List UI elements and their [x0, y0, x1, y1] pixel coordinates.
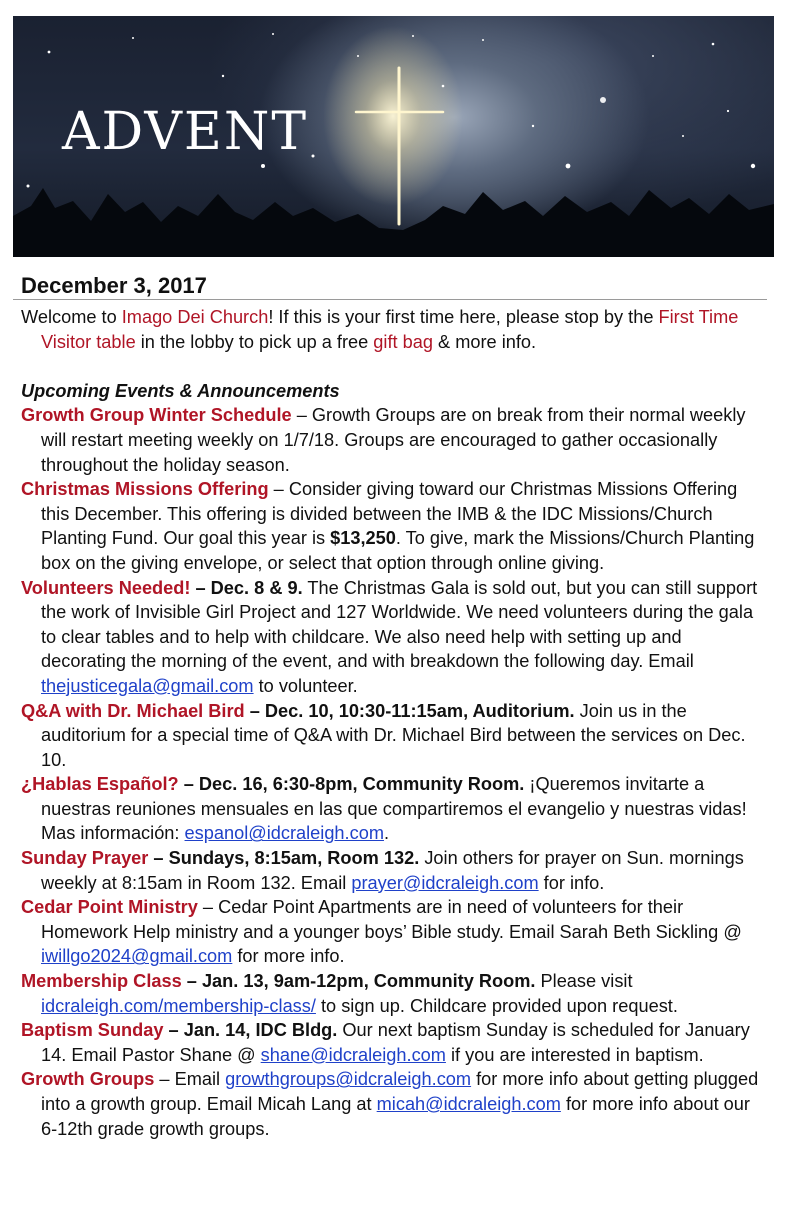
announcement-item: Volunteers Needed! – Dec. 8 & 9. The Christmas Gala is sold out, but you can still support the work of Invisible Girl Project and 127 Worldwide. We need volunteers during the gala to clear tables and to help with childcare. We also need help with setting up and decorating the morning of the event, and with breakdown the following day. Email thejusticegala@gmail.com to volunteer. [21, 577, 758, 696]
church-name: Imago Dei Church [121, 307, 269, 327]
announcement-details: – Dec. 10, 10:30-11:15am, Auditorium. [244, 700, 575, 721]
announcement-title: Growth Group Winter Schedule [21, 405, 292, 426]
announcement-details: – Dec. 8 & 9. [190, 577, 303, 598]
announcement-item: ¿Hablas Español? – Dec. 16, 6:30-8pm, Community Room. ¡Queremos invitarte a nuestras reuniones mensuales en las que compartiremos el evangelio y nuestras vidas! Mas información: espanol@idcraleigh.com. [21, 774, 747, 844]
announcement-title: Membership Class [21, 971, 182, 992]
announcement-details: – Jan. 14, IDC Bldg. [163, 1020, 338, 1041]
announcement-item: Growth Group Winter Schedule – Growth Groups are on break from their normal weekly will restart meeting weekly on 1/7/18. Groups are encouraged to gather occasionally throughout the holiday season. [21, 405, 746, 475]
announcement-title: Sunday Prayer [21, 848, 149, 869]
announcement-item: Growth Groups – Email growthgroups@idcraleigh.com for more info about getting plugged into a growth group. Email Micah Lang at micah@idcraleigh.com for more info about our 6-12th grade growth groups. [21, 1069, 759, 1139]
announcement-title: ¿Hablas Español? [21, 774, 179, 795]
announcement-details: – Dec. 16, 6:30-8pm, Community Room. [178, 774, 525, 795]
gift-bag: gift bag [373, 331, 433, 352]
announcement-item: Baptism Sunday – Jan. 14, IDC Bldg. Our next baptism Sunday is scheduled for January 14. Email Pastor Shane @ shane@idcraleigh.com if you are interested in baptism. [21, 1020, 750, 1065]
web-link[interactable]: idcraleigh.com/membership-class/ [41, 995, 316, 1016]
advent-banner [13, 16, 774, 257]
visitor-table: First Time Visitor table [41, 307, 739, 352]
email-link[interactable]: micah@idcraleigh.com [376, 1094, 561, 1114]
email-link[interactable]: espanol@idcraleigh.com [184, 823, 384, 844]
announcement-title: Cedar Point Ministry [21, 897, 198, 918]
email-link[interactable]: growthgroups@idcraleigh.com [225, 1069, 472, 1090]
offering-goal: $13,250 [330, 528, 396, 549]
announcement-item: Membership Class – Jan. 13, 9am-12pm, Community Room. Please visit idcraleigh.com/membership-class/ to sign up. Childcare provided upon request. [21, 971, 678, 1016]
section-title: Upcoming Events & Announcements [21, 380, 340, 401]
announcement-title: Baptism Sunday [21, 1020, 164, 1041]
bulletin-date: December 3, 2017 [21, 273, 207, 298]
announcement-title: Volunteers Needed! [21, 577, 191, 598]
email-link[interactable]: iwillgo2024@gmail.com [41, 946, 233, 967]
announcement-item: Sunday Prayer – Sundays, 8:15am, Room 132. Join others for prayer on Sun. mornings weekly at 8:15am in Room 132. Email prayer@idcraleigh.com for info. [21, 848, 744, 893]
announcement-item: Q&A with Dr. Michael Bird – Dec. 10, 10:30-11:15am, Auditorium. Join us in the auditorium for a special time of Q&A with Dr. Michael Bird between the services on Dec. 10. [21, 700, 746, 770]
announcement-details: – Jan. 13, 9am-12pm, Community Room. [181, 971, 536, 992]
announcement-item: Christmas Missions Offering – Consider giving toward our Christmas Missions Offering this December. This offering is divided between the IMB & the IDC Missions/Church Planting Fund. Our goal this year is $13,250. To give, mark the Missions/Church Planting box on the giving envelope, or select that option through online giving. [21, 479, 755, 573]
welcome-paragraph: Welcome to Imago Dei Church! If this is your first time here, please stop by the First Time Visitor table in the lobby to pick up a free gift bag & more info. [21, 307, 739, 352]
bulletin-body [21, 305, 761, 1141]
announcement-details: – Sundays, 8:15am, Room 132. [148, 848, 420, 869]
announcement-title: Christmas Missions Offering [21, 479, 269, 500]
banner-title: ADVENT [62, 102, 309, 162]
email-link[interactable]: shane@idcraleigh.com [260, 1044, 446, 1065]
email-link[interactable]: thejusticegala@gmail.com [41, 675, 254, 696]
announcement-item: Cedar Point Ministry – Cedar Point Apartments are in need of volunteers for their Homework Help ministry and a younger boys’ Bible study. Email Sarah Beth Sickling @ iwillgo2024@gmail.com for more info. [21, 897, 742, 967]
email-link[interactable]: prayer@idcraleigh.com [351, 872, 539, 893]
divider [13, 299, 767, 300]
announcement-title: Q&A with Dr. Michael Bird [21, 700, 245, 721]
announcement-title: Growth Groups [21, 1069, 155, 1090]
